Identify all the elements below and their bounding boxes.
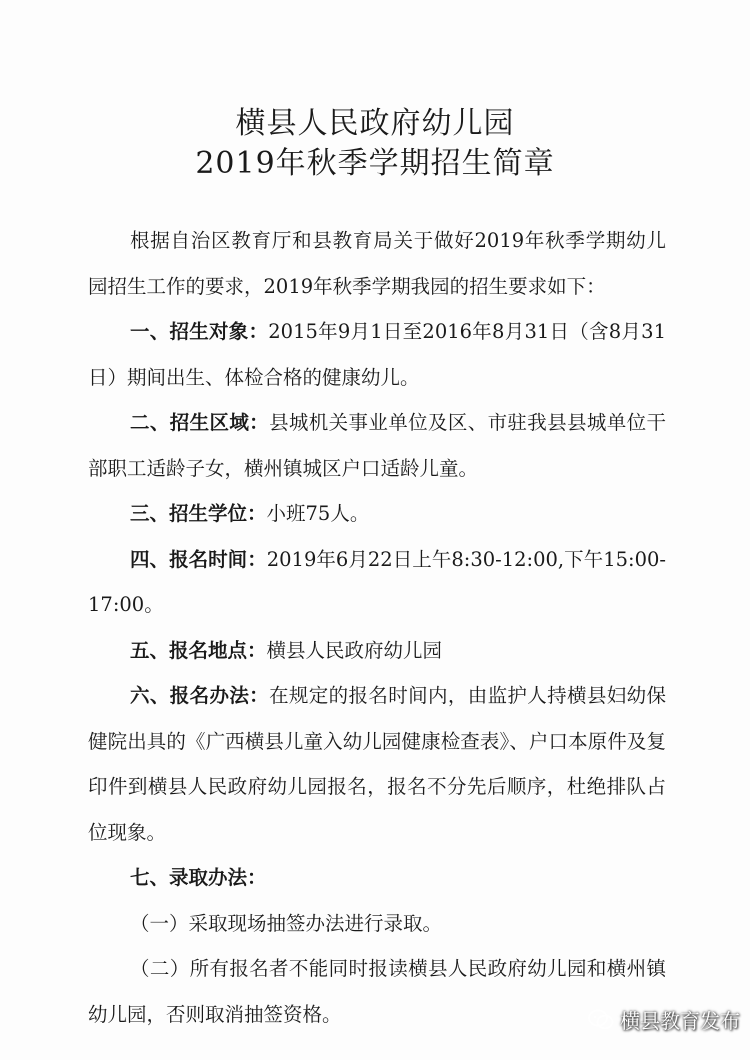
section-text: 2015年9月1日至2016年8月31日（含8月31日）期间出生、体检合格的健康幼儿。: [88, 320, 666, 389]
section-location: [88, 628, 666, 674]
admission-item: （一）采取现场抽签办法进行录取。: [130, 911, 443, 935]
admission-item: （二）所有报名者不能同时报读横县人民政府幼儿园和横州镇幼儿园，否则取消抽签资格。: [88, 957, 666, 1026]
watermark-text: 横县教育发布: [620, 1009, 740, 1033]
wechat-icon: [588, 1009, 614, 1031]
intro-paragraph: 根据自治区教育厅和县教育局关于做好2019年秋季学期幼儿园招生工作的要求，2019年秋季学期我园的招生要求如下：: [88, 229, 666, 298]
section-text: 2019年6月22日上午8:30-12:00,下午15:00-17:00。: [88, 547, 666, 616]
section-text: 横县人民政府幼儿园: [266, 638, 443, 662]
document-title-line1: 横县人民政府幼儿园: [235, 106, 515, 141]
section-time: [88, 537, 666, 628]
section-text: 在规定的报名时间内，由监护人持横县妇幼保健院出具的《广西横县儿童入幼儿园健康检查表》、户口本原件及复印件到横县人民政府幼儿园报名，报名不分先后顺序，杜绝排队占位现象。: [88, 684, 666, 844]
section-label: 六、报名办法：: [130, 684, 270, 707]
section-area: [88, 400, 666, 491]
section-admission: [88, 855, 666, 901]
section-label: 三、招生学位：: [130, 502, 267, 525]
document-body: [88, 218, 666, 1037]
section-label: 五、报名地点：: [130, 638, 267, 662]
section-text: 县城机关事业单位及区、市驻我县县城单位干部职工适龄子女，横州镇城区户口适龄儿童。: [88, 411, 666, 480]
section-text: 小班75人。: [266, 502, 370, 525]
section-label: 七、录取办法：: [130, 866, 267, 889]
section-places: [88, 491, 666, 537]
section-label: 四、报名时间：: [130, 547, 267, 571]
watermark: [588, 1005, 740, 1034]
section-label: 二、招生区域：: [130, 411, 270, 434]
section-target: [88, 309, 666, 400]
section-method: [88, 673, 666, 855]
section-label: 一、招生对象：: [130, 320, 269, 343]
document-title-line2: 2019年秋季学期招生简章: [195, 146, 555, 181]
